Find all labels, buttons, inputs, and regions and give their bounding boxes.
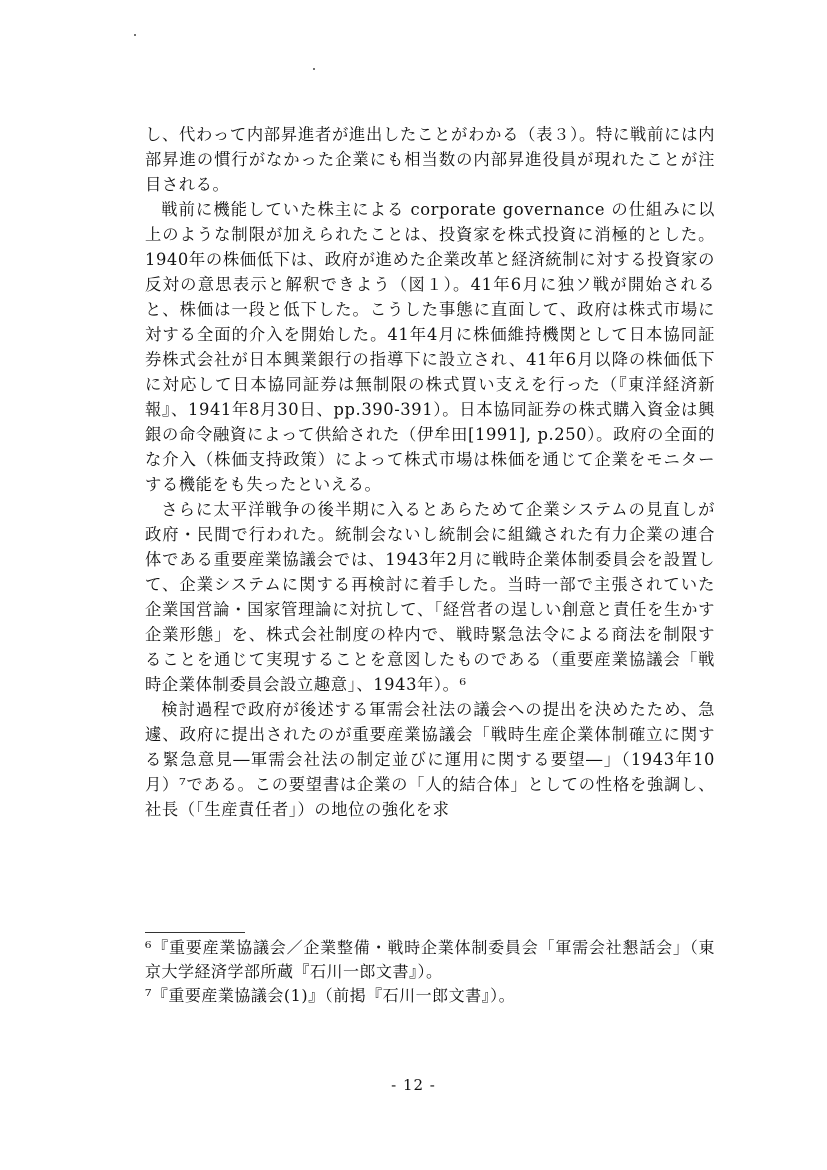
main-text [145,122,715,822]
page-number: - 12 - [391,1076,436,1094]
footnote-separator [145,932,245,933]
footnotes [145,936,715,1008]
footnote-6: ⁶『重要産業協議会／企業整備・戦時企業体制委員会「軍需会社懇話会」（東京大学経済学部所蔵『石川一郎文書』）。 [145,938,715,981]
paragraph-1: し、代わって内部昇進者が進出したことがわかる（表３）。特に戦前には内部昇進の慣行がなかった企業にも相当数の内部昇進役員が現れたことが注目される。 [145,125,715,194]
paragraph-3: さらに太平洋戦争の後半期に入るとあらためて企業システムの見直しが政府・民間で行われた。統制会ないし統制会に組織された有力企業の連合体である重要産業協議会では、1943年2月に戦時企業体制委員会を設置して、企業システムに関する再検討に着手した。当時一部で主張されていた企業国営論・国家管理論に対抗して、「経営者の逞しい創意と責任を生かす企業形態」を、株式会社制度の枠内で、戦時緊急法令による商法を制限することを通じて実現することを意図したものである（重要産業協議会「戦時企業体制委員会設立趣意」、1943年）。⁶ [145,500,715,694]
paragraph-2: 戦前に機能していた株主による corporate governance の仕組みに以上のような制限が加えられたことは、投資家を株式投資に消極的とした。1940年の株価低下は、政府が進めた企業改革と経済統制に対する投資家の反対の意思表示と解釈できよう（図１）。41年6月に独ソ戦が開始されると、株価は一段と低下した。こうした事態に直面して、政府は株式市場に対する全面的介入を開始した。41年4月に株価維持機関として日本協同証券株式会社が日本興業銀行の指導下に設立され、41年6月以降の株価低下に対応して日本協同証券は無制限の株式買い支えを行った（『東洋経済新報』、1941年8月30日、pp.390-391）。日本協同証券の株式購入資金は興銀の命令融資によって供給された（伊牟田[1991], p.250）。政府の全面的な介入（株価支持政策）によって株式市場は株価を通じて企業をモニターする機能をも失ったといえる。 [145,200,715,494]
paragraph-4: 検討過程で政府が後述する軍需会社法の議会への提出を決めたため、急遽、政府に提出されたのが重要産業協議会「戦時生産企業体制確立に関する緊急意見―軍需会社法の制定並びに運用に関する要望―」（1943年10月）⁷である。この要望書は企業の「人的結合体」としての性格を強調し、社長（「生産責任者」）の地位の強化を求 [145,700,715,819]
scan-speck [313,68,315,70]
scan-speck [134,34,136,36]
footnote-7: ⁷『重要産業協議会(1)』（前掲『石川一郎文書』）。 [145,986,516,1005]
